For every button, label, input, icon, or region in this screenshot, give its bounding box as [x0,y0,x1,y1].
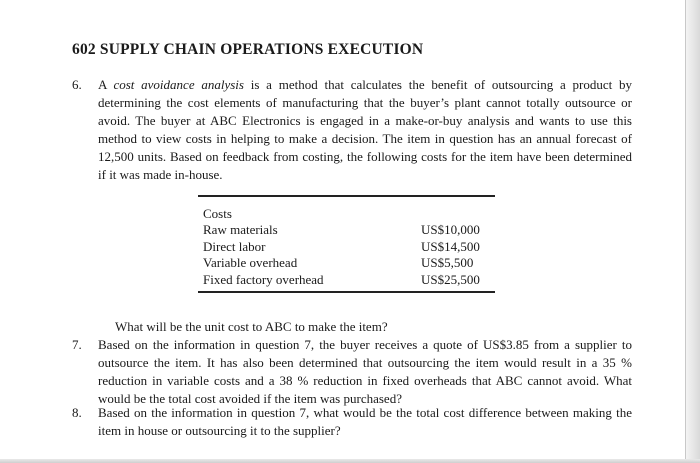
question-8 [72,404,632,440]
cost-row [198,222,495,239]
question-number: 8. [72,405,82,420]
question-7 [72,336,632,408]
cost-amount: US$10,000 [421,222,480,237]
question-body: Based on the information in question 7, the buyer receives a quote of US$3.85 from a supplier to outsource the item. It has also been determined that outsourcing the item would result in a 35 % reduction in variable costs and a 38 % reduction in fixed overheads that ABC cannot avoid. What would be the total cost avoided if the item was purchased? [98,337,632,406]
cost-amount: US$14,500 [421,238,480,254]
cost-table-heading: Costs [203,206,232,221]
cost-table [198,195,495,293]
question-number: 7. [72,337,82,352]
page-header: 602 SUPPLY CHAIN OPERATIONS EXECUTION [72,41,424,58]
cost-label: Fixed factory overhead [203,271,324,287]
question-text-after: is a method that calculates the benefit of outsourcing a product by determining the cost elements of manufacturing that the buyer’s plant cannot totally outsource or avoid. The buyer at ABC Electronics is engaged in a make-or-buy analysis and wants to use this method to view costs in helping to make a decision. The item in question has an annual forecast of 12,500 units. Based on feedback from costing, the following costs for the item have been determined if it was made in-house. [98,77,633,182]
page-edge [685,0,700,463]
cost-row [198,239,495,256]
question-6-ask: What will be the unit cost to ABC to make the item? [115,319,388,334]
question-body: Based on the information in question 7, what would be the total cost difference between making the item in house or outsourcing it to the supplier? [98,405,632,438]
question-term: cost avoidance analysis [113,77,244,92]
cost-row [198,255,495,272]
cost-label: Variable overhead [203,255,298,270]
question-body [98,76,632,184]
question-text-before: A [98,77,114,92]
cost-label: Direct labor [203,238,266,254]
cost-amount: US$25,500 [421,271,480,287]
question-6 [72,76,632,184]
cost-row [198,272,495,294]
cost-amount: US$5,500 [421,255,474,270]
cost-label: Raw materials [203,222,278,237]
question-number: 6. [72,77,82,92]
page-bottom-edge [0,459,700,463]
